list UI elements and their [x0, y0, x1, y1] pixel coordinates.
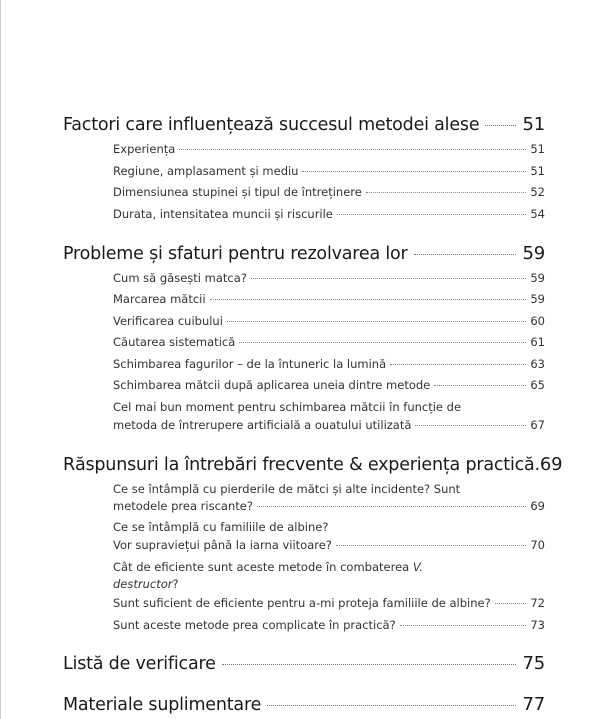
toc-item[interactable]: [113, 400, 545, 414]
item-label: Cum să găsești matca?: [113, 271, 247, 285]
toc-item[interactable]: [113, 378, 545, 392]
dot-leader: [302, 171, 526, 172]
page-number: 72: [530, 596, 545, 610]
item-label-line2: destructor?: [113, 577, 179, 591]
page-number: 75: [522, 653, 545, 674]
page-number: 67: [530, 418, 545, 432]
item-label-line1: Ce se întâmplă cu pierderile de mătci și alte incidente? Sunt: [113, 482, 461, 496]
dot-leader: [495, 603, 527, 604]
section-title: Răspunsuri la întrebări frecvente & experiența practică.: [63, 455, 540, 475]
toc-item[interactable]: [113, 482, 545, 496]
section-title: Factori care influențează succesul metodei alese: [63, 115, 480, 135]
item-label: Dimensiunea stupinei și tipul de întreținere: [113, 185, 362, 199]
page-number: 59: [522, 243, 545, 264]
page-number: 69: [530, 499, 545, 513]
item-label: Schimbarea fagurilor – de la întuneric la lumină: [113, 357, 387, 371]
page-number: 60: [530, 314, 545, 328]
toc-item[interactable]: [113, 292, 545, 306]
toc-item[interactable]: [113, 271, 545, 285]
page-number: 59: [530, 292, 545, 306]
dot-leader: [239, 342, 526, 343]
page-number: 70: [530, 538, 545, 552]
dot-leader: [267, 705, 516, 706]
toc-item[interactable]: [113, 618, 545, 632]
item-label: Experiența: [113, 142, 176, 156]
dot-leader: [366, 192, 527, 193]
page-edge: [0, 0, 1, 719]
page-number: 65: [530, 378, 545, 392]
dot-leader: [485, 125, 516, 126]
toc-section-probleme[interactable]: [63, 243, 545, 264]
section-title: Materiale suplimentare: [63, 695, 262, 715]
toc-item[interactable]: [113, 335, 545, 349]
dot-leader: [227, 321, 526, 322]
item-label-line2: metodele prea riscante?: [113, 499, 253, 513]
dot-leader: [257, 506, 526, 507]
item-label: Regiune, amplasament și mediu: [113, 164, 299, 178]
item-label: Sunt aceste metode prea complicate în practică?: [113, 618, 396, 632]
toc-item-continued[interactable]: [113, 577, 545, 591]
page-number: 59: [530, 271, 545, 285]
dot-leader: [336, 545, 526, 546]
dot-leader: [179, 149, 526, 150]
page-number: 61: [530, 335, 545, 349]
page-number: 73: [530, 618, 545, 632]
page-number: 77: [522, 694, 545, 715]
item-label-line1: Cât de eficiente sunt aceste metode în combaterea V.: [113, 560, 424, 574]
toc-item[interactable]: [113, 596, 545, 610]
dot-leader: [222, 664, 517, 665]
toc-item[interactable]: [113, 520, 545, 534]
toc-item-continued[interactable]: [113, 418, 545, 432]
item-label: Sunt suficient de eficiente pentru a-mi proteja familiile de albine?: [113, 596, 491, 610]
toc-item[interactable]: [113, 185, 545, 199]
toc-item-continued[interactable]: [113, 499, 545, 513]
dot-leader: [400, 625, 527, 626]
page-number: 51: [530, 164, 545, 178]
toc-section-factori[interactable]: [63, 114, 545, 135]
dot-leader: [414, 254, 517, 255]
toc-item[interactable]: [113, 207, 545, 221]
toc-item[interactable]: [113, 314, 545, 328]
page-number: 54: [530, 207, 545, 221]
item-label: Marcarea mătcii: [113, 292, 206, 306]
dot-leader: [415, 425, 526, 426]
section-title: Listă de verificare: [63, 654, 216, 674]
section-title: Probleme și sfaturi pentru rezolvarea lor: [63, 244, 408, 264]
page-number: 69: [539, 454, 563, 475]
toc-section-materiale[interactable]: [63, 694, 545, 715]
dot-leader: [251, 278, 526, 279]
toc-item-continued[interactable]: [113, 538, 545, 552]
toc-item[interactable]: [113, 560, 545, 574]
toc-item[interactable]: [113, 164, 545, 178]
toc-item[interactable]: [113, 357, 545, 371]
page-number: 51: [522, 114, 545, 135]
page-number: 63: [530, 357, 545, 371]
item-label-line2: Vor supraviețui până la iarna viitoare?: [113, 538, 332, 552]
toc-section-raspunsuri[interactable]: [63, 454, 563, 475]
item-label: Durata, intensitatea muncii și riscurile: [113, 207, 333, 221]
item-label: Căutarea sistematică: [113, 335, 236, 349]
page-number: 51: [530, 142, 545, 156]
page-number: 52: [530, 185, 545, 199]
dot-leader: [434, 385, 526, 386]
toc-section-lista[interactable]: [63, 653, 545, 674]
dot-leader: [390, 364, 526, 365]
item-label-line1: Cel mai bun moment pentru schimbarea mătcii în funcție de: [113, 400, 462, 414]
toc-item[interactable]: [113, 142, 545, 156]
dot-leader: [337, 214, 526, 215]
item-label: Verificarea cuibului: [113, 314, 223, 328]
item-label: Schimbarea mătcii după aplicarea uneia dintre metode: [113, 378, 431, 392]
item-label-line2: metoda de întrerupere artificială a ouatului utilizată: [113, 418, 412, 432]
item-label-line1: Ce se întâmplă cu familiile de albine?: [113, 520, 329, 534]
dot-leader: [210, 299, 527, 300]
